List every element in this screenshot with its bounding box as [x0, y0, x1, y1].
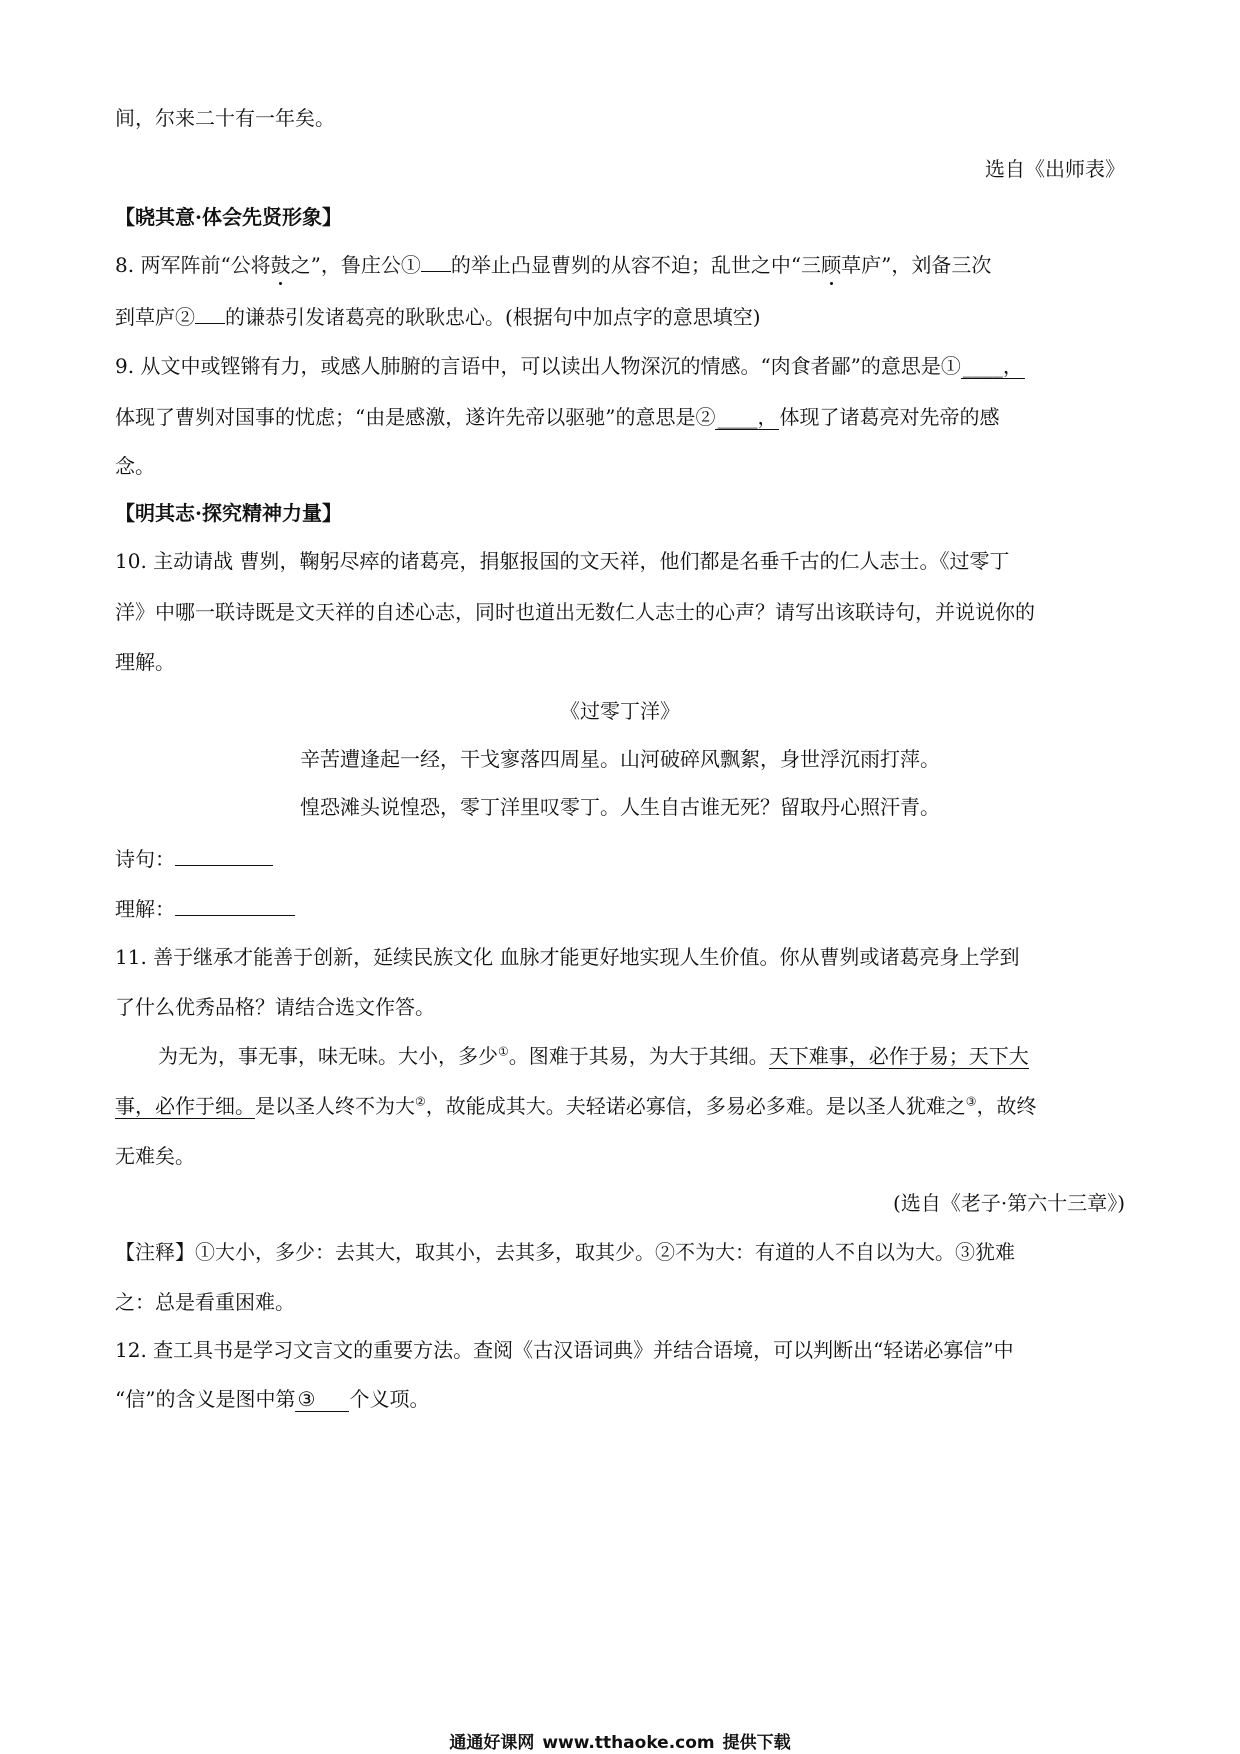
- answer-line-understanding: 理解：: [115, 893, 1125, 923]
- answer-blank[interactable]: ____，: [717, 405, 778, 429]
- answer-blank[interactable]: ③: [295, 1387, 349, 1412]
- footer-suffix: 提供下载: [722, 1733, 791, 1753]
- question-9-line3: 念。: [115, 454, 155, 478]
- section-heading: 【明其志·探究精神力量】: [115, 501, 342, 525]
- answer-blank[interactable]: ____，: [962, 354, 1023, 378]
- footer-url[interactable]: www.tthaoke.com: [542, 1733, 715, 1753]
- classical-passage-line1: 为无为，事无事，味无味。大小，多少①。图难于其易，为大于其细。天下难事，必作于易；天下大: [158, 1044, 1029, 1068]
- annotation-line2: 之：总是看重困难。: [115, 1290, 295, 1314]
- question-11-line1: 11. 善于继承才能善于创新，延续民族文化 血脉才能更好地实现人生价值。你从曹刿或诸葛亮身上学到: [115, 945, 1020, 969]
- question-11-line2: 了什么优秀品格？请结合选文作答。: [115, 995, 435, 1019]
- question-10-line1: 10. 主动请战 曹刿，鞠躬尽瘁的诸葛亮，捐躯报国的文天祥，他们都是名垂千古的仁人志士。《过零丁: [115, 549, 1010, 573]
- question-10-line3: 理解。: [115, 650, 175, 674]
- classical-passage-line3: 无难矣。: [115, 1144, 195, 1168]
- source-citation: (选自《老子·第六十三章》): [893, 1191, 1125, 1215]
- question-8-line1: 8. 两军阵前“公将鼓之”，鲁庄公① 的举止凸显曹刿的从容不迫；乱世之中“三顾草庐”，刘备三次: [115, 249, 1125, 279]
- answer-blank[interactable]: [175, 893, 295, 916]
- question-8-line2: 到草庐② 的谦恭引发诸葛亮的耿耿忠心。(根据句中加点字的意思填空): [115, 301, 1125, 331]
- answer-blank[interactable]: [195, 301, 225, 324]
- footer-site: 通通好课网: [449, 1733, 535, 1753]
- section-heading: 【晓其意·体会先贤形象】: [115, 205, 342, 229]
- passage-tail: 间，尔来二十有一年矣。: [115, 106, 335, 130]
- question-12-line1: 12. 查工具书是学习文言文的重要方法。查阅《古汉语词典》并结合语境，可以判断出“轻诺必寡信”中: [115, 1338, 1014, 1362]
- poem-title: 《过零丁洋》: [560, 699, 680, 723]
- poem-line: 惶恐滩头说惶恐，零丁洋里叹零丁。人生自古谁无死？留取丹心照汗青。: [300, 795, 940, 819]
- dotted-char: 鼓: [270, 253, 291, 277]
- question-9-line2: 体现了曹刿对国事的忧虑；“由是感激，遂许先帝以驱驰”的意思是② ____， 体现了诸葛亮对先帝的感: [115, 405, 1000, 429]
- answer-blank[interactable]: [175, 843, 273, 866]
- page-footer: [0, 1728, 1240, 1753]
- underlined-text: 事，必作于细。: [115, 1094, 255, 1118]
- question-10-line2: 洋》中哪一联诗既是文天祥的自述心志，同时也道出无数仁人志士的心声？请写出该联诗句，并说说你的: [115, 600, 1035, 624]
- source-citation: 选自《出师表》: [985, 157, 1125, 181]
- dotted-char: 顾: [821, 253, 842, 277]
- underlined-text: 天下难事，必作于易；天下大: [768, 1044, 1029, 1068]
- question-9-line1: 9. 从文中或铿锵有力，或感人肺腑的言语中，可以读出人物深沉的情感。“肉食者鄙”的意思是① ____，: [115, 354, 1023, 378]
- question-12-line2: “信”的含义是图中第 ③ 个义项。: [115, 1387, 430, 1411]
- classical-passage-line2: 事，必作于细。是以圣人终不为大②，故能成其大。夫轻诺必寡信，多易必多难。是以圣人犹难之③，故终: [115, 1094, 1037, 1118]
- answer-blank[interactable]: [421, 249, 451, 272]
- annotation-line1: 【注释】①大小，多少：去其大，取其小，去其多，取其少。②不为大：有道的人不自以为大。③犹难: [115, 1240, 1015, 1264]
- answer-line-poem: 诗句：: [115, 843, 1125, 873]
- poem-line: 辛苦遭逢起一经，干戈寥落四周星。山河破碎风飘絮，身世浮沉雨打萍。: [300, 747, 940, 771]
